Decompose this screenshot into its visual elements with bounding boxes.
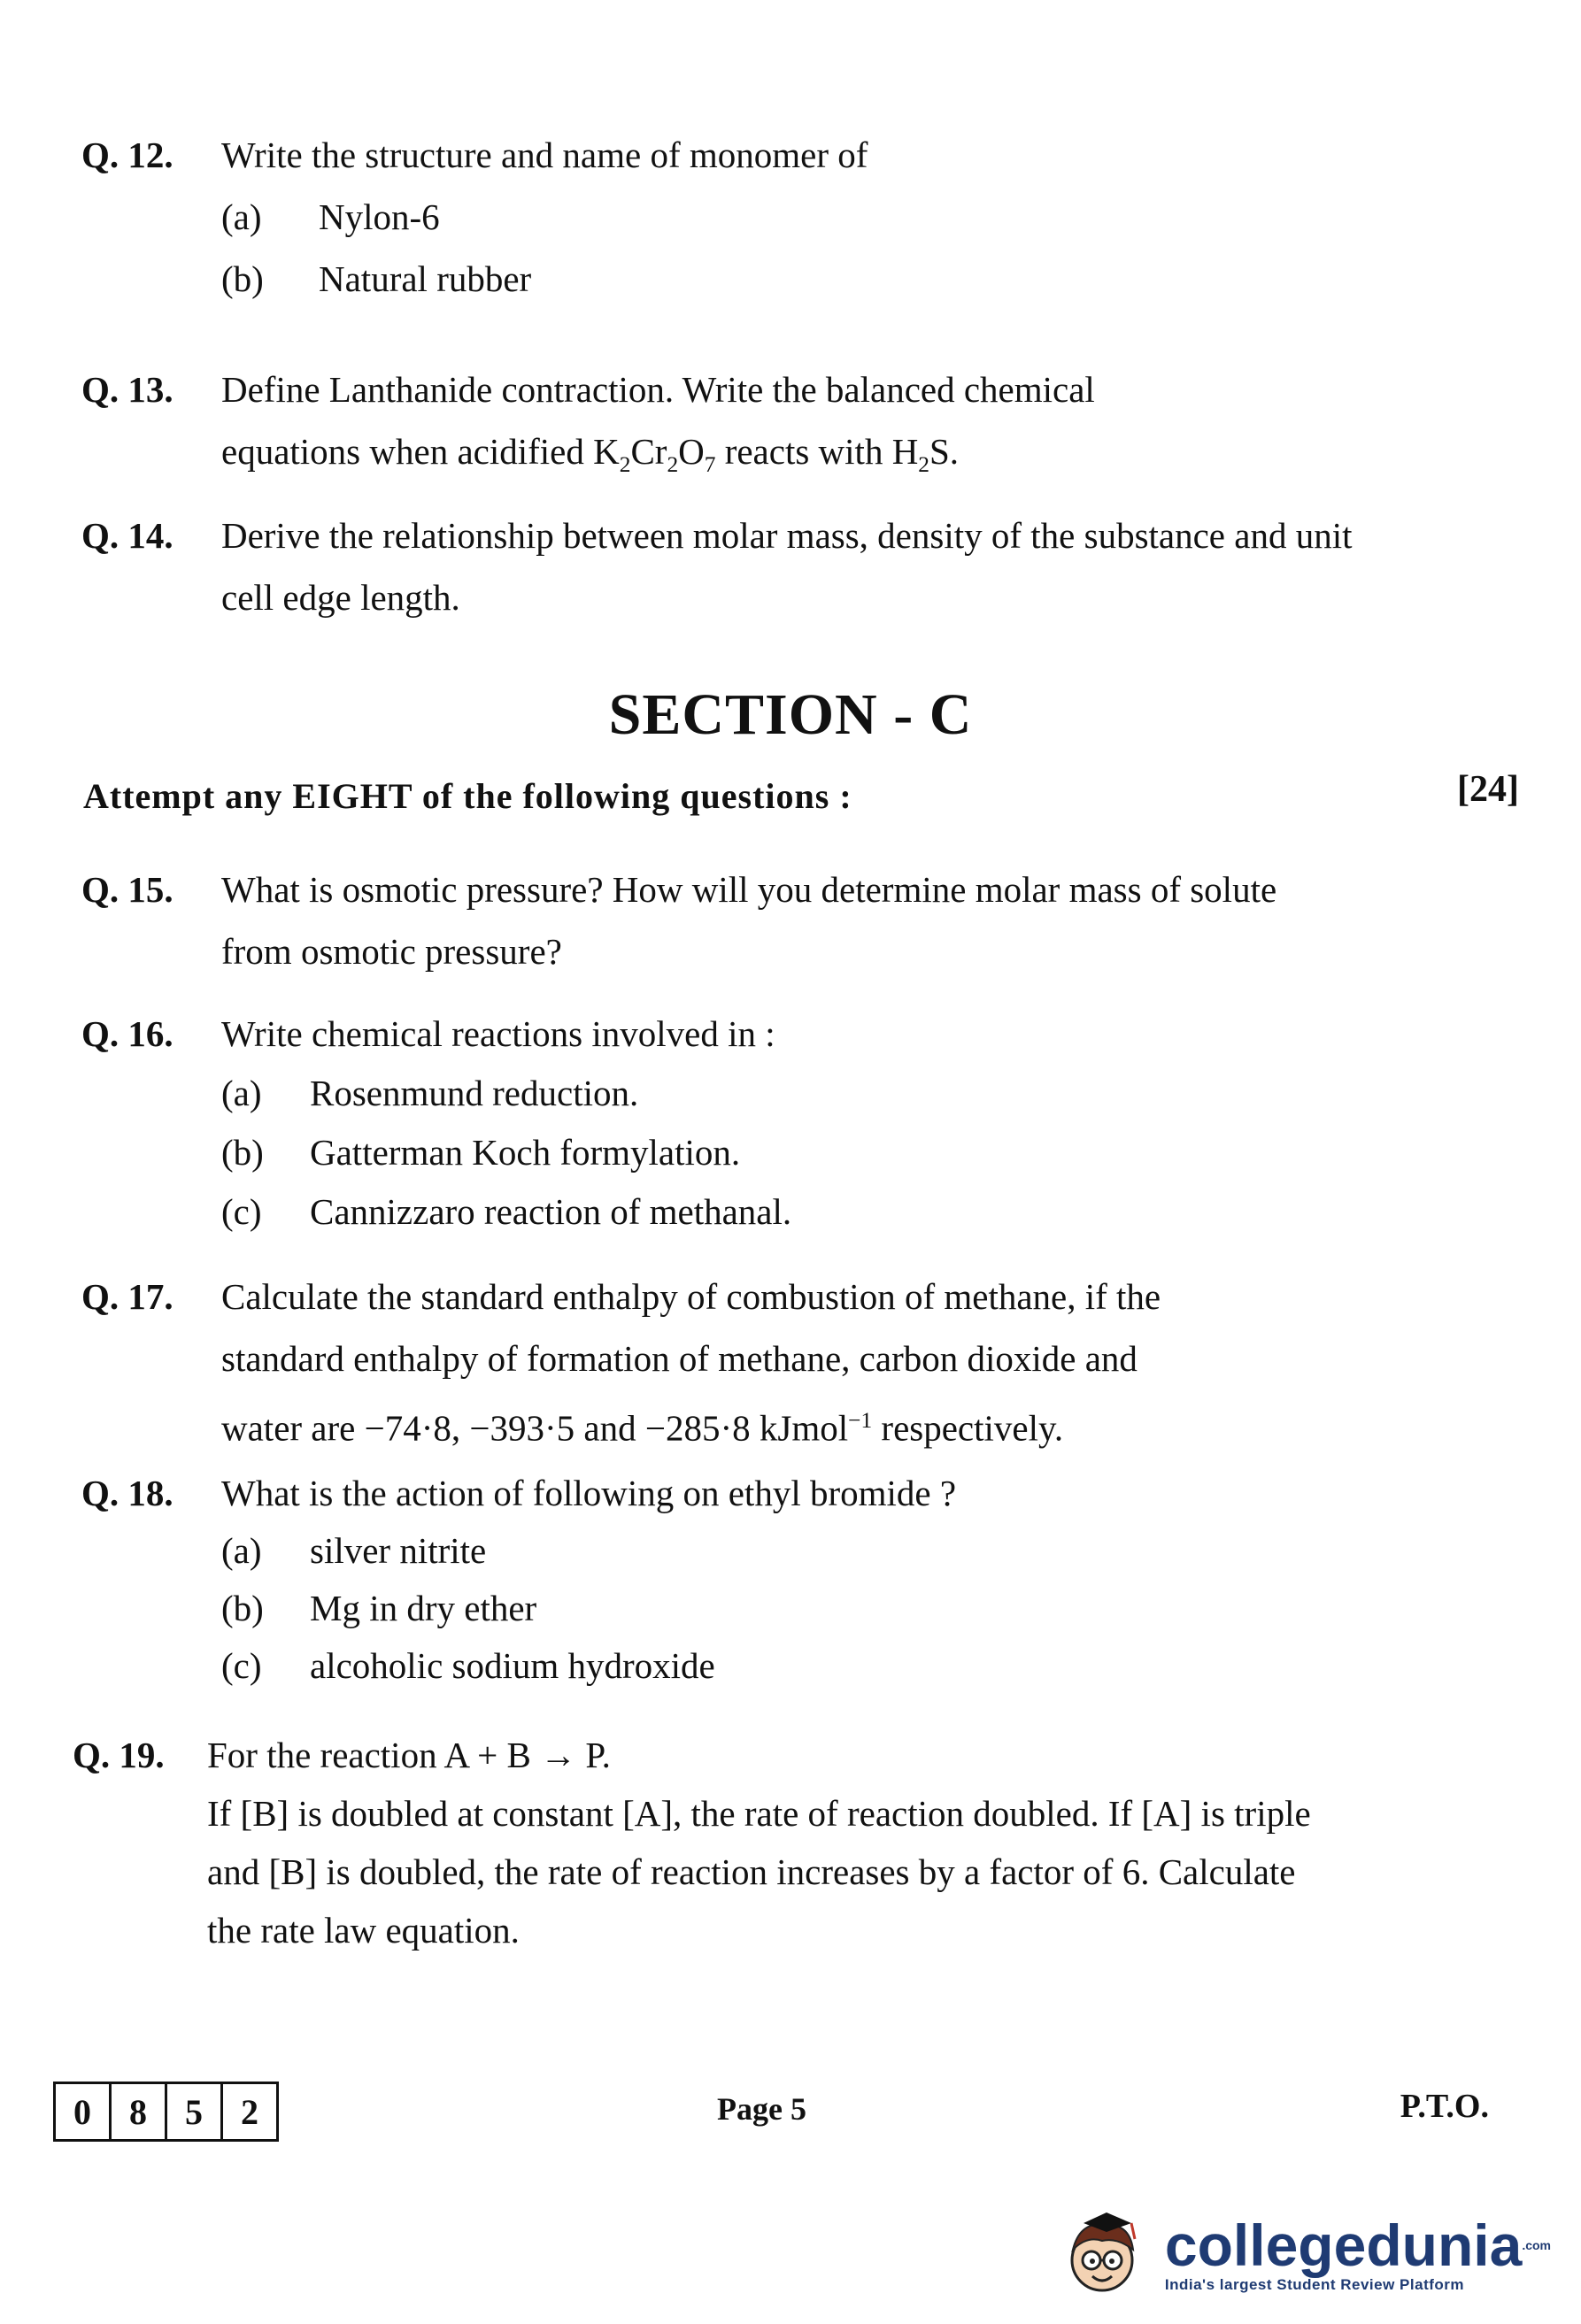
option-item [221, 1182, 1374, 1242]
option-label: (b) [221, 258, 264, 299]
question-text-line2 [221, 420, 1374, 496]
option-item [221, 1064, 1374, 1123]
question-text-line1: For the reaction A + B → P. [207, 1735, 611, 1775]
brand-domain: .com [1522, 2238, 1551, 2252]
option-text: alcoholic sodium hydroxide [310, 1645, 715, 1686]
symbol: H [891, 431, 919, 472]
question-text-line2: If [B] is doubled at constant [A], the rate of reaction doubled. If [A] is triple and [B] is doubled, the rate of reaction increases by a factor of 6. Calculate the rate law equation. [207, 1793, 1311, 1951]
chemical-formula-h2s [891, 431, 960, 478]
option-text: Nylon-6 [319, 196, 440, 237]
paper-code-digit: 5 [167, 2084, 223, 2139]
question-text: Write the structure and name of monomer of [221, 135, 868, 175]
option-text: Gatterman Koch formylation. [310, 1132, 741, 1173]
section-title: SECTION - C [608, 682, 973, 747]
option-text: Natural rubber [319, 258, 532, 299]
question-12 [81, 124, 1374, 310]
symbol: O [678, 431, 705, 472]
text-fragment: reacts with [715, 431, 892, 472]
please-turn-over: P.T.O. [1400, 2088, 1489, 2125]
option-item [221, 1522, 1374, 1580]
watermark-text [1165, 2214, 1551, 2294]
option-label: (b) [221, 1588, 264, 1628]
page-number: Page 5 [717, 2091, 806, 2127]
option-text: Cannizzaro reaction of methanal. [310, 1191, 792, 1232]
option-item [221, 186, 1374, 248]
question-13 [81, 358, 1374, 496]
paper-code-digit: 0 [56, 2084, 112, 2139]
subscript: 7 [704, 452, 716, 478]
question-text: What is the action of following on ethyl bromide ? [221, 1473, 957, 1513]
question-text: What is osmotic pressure? How will you determine molar mass of solute from osmotic pressure? [221, 869, 1277, 972]
chemical-formula-k2cr2o7 [593, 431, 716, 478]
symbol: K [593, 431, 620, 472]
subscript: 2 [667, 452, 679, 478]
question-number: Q. 14. [81, 515, 174, 556]
brand-name: collegedunia [1164, 2212, 1523, 2278]
option-item [221, 248, 1374, 310]
option-list [221, 1522, 1374, 1695]
question-number: Q. 18. [81, 1473, 174, 1513]
question-16 [81, 1004, 1374, 1242]
paper-code-digit: 8 [112, 2084, 167, 2139]
question-number: Q. 15. [81, 869, 174, 910]
question-18 [81, 1465, 1374, 1695]
question-19 [73, 1726, 1330, 1959]
paper-code [53, 2082, 279, 2142]
option-list [221, 186, 1374, 310]
student-mascot-icon [1053, 2205, 1151, 2303]
paper-code-digit: 2 [241, 2091, 258, 2132]
question-17 [81, 1266, 1374, 1459]
option-label: (a) [221, 1073, 262, 1113]
option-item [221, 1123, 1374, 1182]
symbol: S. [929, 431, 960, 472]
question-text: Define Lanthanide contraction. Write the balanced chemical [221, 369, 1095, 410]
superscript: −1 [848, 1408, 873, 1433]
question-text-line1: Calculate the standard enthalpy of combustion of methane, if the [221, 1276, 1161, 1317]
section-instruction: Attempt any EIGHT of the following questions : [83, 776, 852, 816]
subscript: 2 [619, 452, 631, 478]
question-text: Write chemical reactions involved in : [221, 1013, 775, 1054]
symbol: Cr [630, 431, 667, 472]
question-15 [81, 858, 1338, 982]
option-list [221, 1064, 1374, 1242]
text-fragment: equations when acidified [221, 431, 594, 472]
option-label: (c) [221, 1191, 262, 1232]
watermark-brand [1165, 2214, 1551, 2276]
option-label: (a) [221, 196, 262, 237]
question-14 [81, 504, 1365, 628]
option-item [221, 1580, 1374, 1637]
question-number: Q. 19. [73, 1735, 165, 1775]
option-item [221, 1637, 1374, 1695]
question-number: Q. 13. [81, 369, 174, 410]
option-text: Rosenmund reduction. [310, 1073, 639, 1113]
question-number: Q. 16. [81, 1013, 174, 1054]
option-text: Mg in dry ether [310, 1588, 537, 1628]
question-text: Derive the relationship between molar mass, density of the substance and unit cell edge length. [221, 515, 1353, 618]
section-marks: [24] [1457, 769, 1519, 810]
subscript: 2 [918, 452, 929, 478]
option-label: (a) [221, 1530, 262, 1571]
question-number: Q. 17. [81, 1276, 174, 1317]
watermark-tagline: India's largest Student Review Platform [1164, 2276, 1465, 2293]
option-label: (b) [221, 1132, 264, 1173]
question-text-line2: standard enthalpy of formation of methane, carbon dioxide and [221, 1338, 1138, 1379]
option-text: silver nitrite [310, 1530, 487, 1571]
option-label: (c) [221, 1645, 262, 1686]
question-text-line3 [221, 1389, 1374, 1459]
collegedunia-watermark [1053, 2205, 1551, 2303]
text-fragment: water are −74·8, −393·5 and −285·8 kJmol [221, 1407, 849, 1449]
question-number: Q. 12. [81, 135, 174, 175]
text-fragment: respectively. [872, 1407, 1064, 1449]
